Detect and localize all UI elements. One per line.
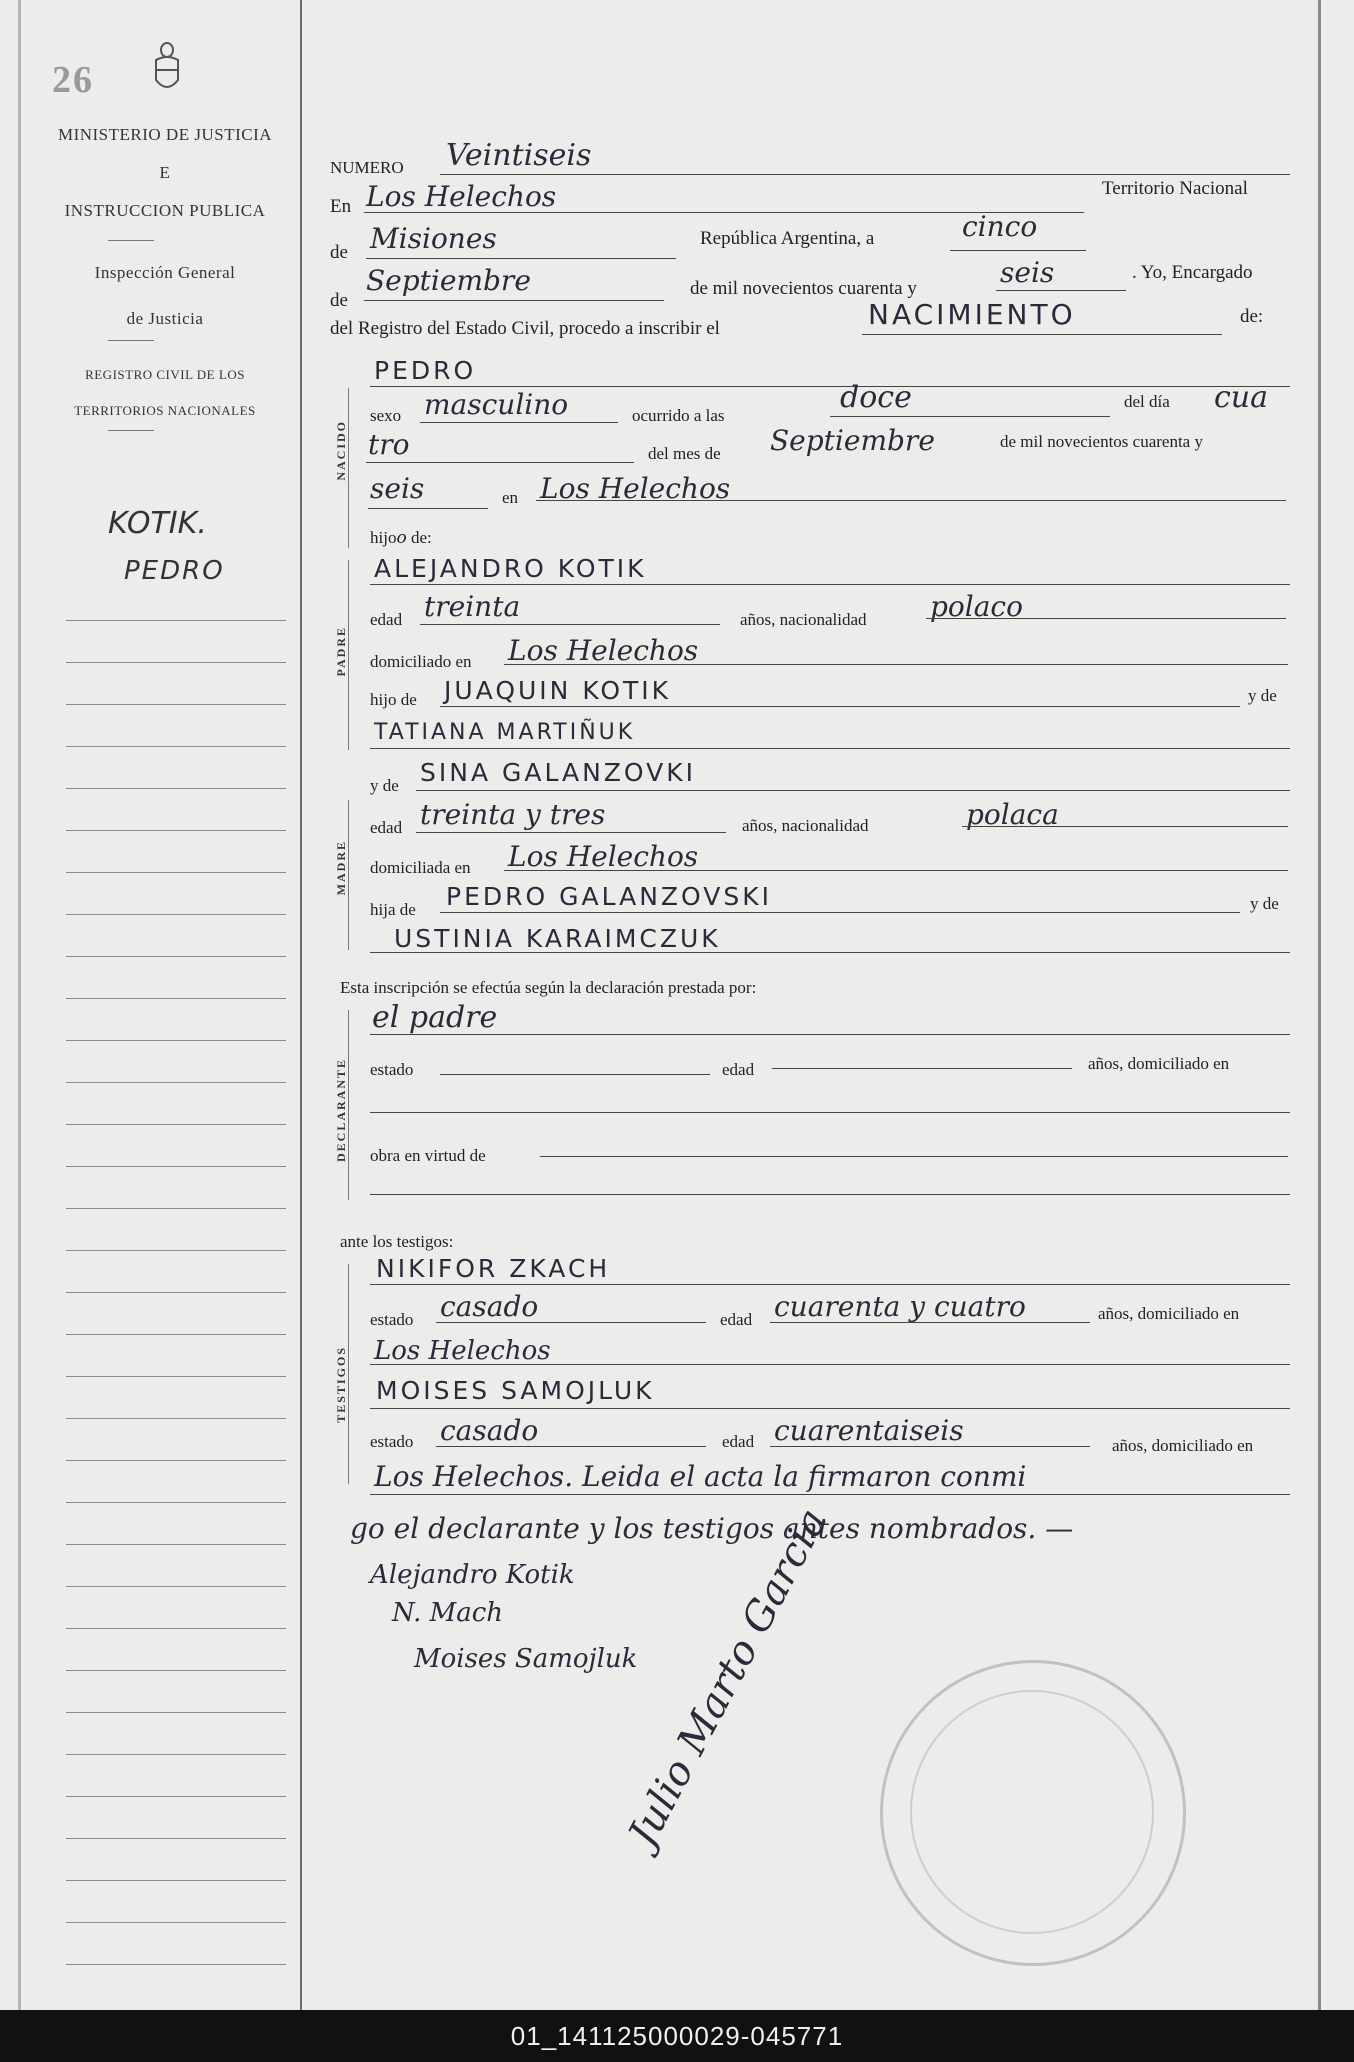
stub-ruled-line <box>66 1040 286 1041</box>
stub-ruled-line <box>66 1670 286 1671</box>
ocurrido-label: ocurrido a las <box>632 406 725 425</box>
stub-ministry-line-2: E <box>159 163 171 182</box>
mother-mother-name: USTINIA KARAIMCZUK <box>394 924 721 953</box>
stub-registry-line-2: TERRITORIOS NACIONALES <box>74 403 256 418</box>
father-y-de-label: y de <box>1248 686 1277 705</box>
stub-ruled-line <box>66 1754 286 1755</box>
stub-ruled-line <box>66 1376 286 1377</box>
stub-ruled-line <box>66 1082 286 1083</box>
sexo-value: masculino <box>424 388 569 421</box>
stub-inspection-line-1: Inspección General <box>94 263 236 282</box>
stub-inspection-line-2: de Justicia <box>126 309 204 328</box>
registration-month-line <box>364 300 664 301</box>
nacido-section-label: NACIDO <box>334 420 348 481</box>
mother-father-name: PEDRO GALANZOVSKI <box>446 882 772 911</box>
testigos-brace <box>348 1264 359 1484</box>
witness-1-domicile-line <box>370 1364 1290 1365</box>
mother-dom-label: domiciliada en <box>370 858 471 877</box>
father-edad-label: edad <box>370 610 403 629</box>
mother-mother-line <box>370 952 1290 953</box>
stub-ruled-line <box>66 872 286 873</box>
declarant-name: el padre <box>372 1000 498 1035</box>
father-dom-label: domiciliado en <box>370 652 472 671</box>
signature-declarant: Alejandro Kotik <box>370 1560 575 1590</box>
stub-ministry-line-3: INSTRUCCION PUBLICA <box>64 201 266 220</box>
de-label: de <box>330 242 348 263</box>
declarant-domicile-line <box>370 1112 1290 1113</box>
declaration-intro: Esta inscripción se efectúa según la declaración prestada por: <box>340 978 757 997</box>
birth-day-line <box>366 462 634 463</box>
mother-y-de-label: y de <box>370 776 399 795</box>
margin-rule <box>300 0 302 2010</box>
witness-2-name: MOISES SAMOJLUK <box>376 1376 655 1405</box>
declarant-obra-line-2 <box>370 1194 1290 1195</box>
document-id-footer: 01_141125000029-045771 <box>0 2010 1354 2062</box>
stub-ruled-line <box>66 704 286 705</box>
witness-2-edad-label: edad <box>722 1432 755 1451</box>
stub-ruled-line <box>66 1124 286 1125</box>
mother-father-line <box>440 912 1240 913</box>
sexo-line <box>420 422 618 423</box>
declarant-edad-label: edad <box>722 1060 755 1079</box>
stub-ruled-line <box>66 1334 286 1335</box>
witness-2-estado-label: estado <box>370 1432 414 1451</box>
padre-brace <box>348 560 359 750</box>
mother-age: treinta y tres <box>420 798 606 831</box>
witness-1-name: NIKIFOR ZKACH <box>376 1254 611 1283</box>
father-nat-label: años, nacionalidad <box>740 610 867 629</box>
stub-ruled-line <box>66 746 286 747</box>
stub-ruled-line <box>66 620 286 621</box>
witness-1-estado-line <box>436 1322 706 1323</box>
stub-ruled-line <box>66 1460 286 1461</box>
stub-ruled-line <box>66 914 286 915</box>
stub-ministry-line-1: MINISTERIO DE JUSTICIA <box>57 125 273 144</box>
registration-year-line <box>996 290 1126 291</box>
witness-1-anos-dom-label: años, domiciliado en <box>1098 1304 1240 1323</box>
stub-surname: KOTIK. <box>108 506 207 541</box>
declarant-name-line <box>370 1034 1290 1035</box>
birth-hour: doce <box>840 380 912 415</box>
stub-ruled-line <box>66 1208 286 1209</box>
mother-name-line <box>416 790 1290 791</box>
stub-ruled-line <box>66 998 286 999</box>
closing-line-1 <box>370 1494 1290 1495</box>
mother-nat-label: años, nacionalidad <box>742 816 869 835</box>
stub-ruled-line <box>66 1964 286 1965</box>
mother-name: SINA GALANZOVKI <box>420 758 697 787</box>
territorio-label: Territorio Nacional <box>1102 178 1248 199</box>
mother-age-line <box>416 832 726 833</box>
hijo-label: hijoo de: <box>370 528 432 548</box>
officer-signature: Julio Marto Garcia <box>619 1501 837 1854</box>
birth-year: seis <box>370 472 425 505</box>
witness-1-age: cuarenta y cuatro <box>774 1290 1026 1323</box>
father-nationality: polaco <box>930 590 1023 623</box>
witness-1-age-line <box>770 1322 1090 1323</box>
del-dia-label: del día <box>1124 392 1170 411</box>
witness-2-name-line <box>370 1408 1290 1409</box>
stub-ruled-line <box>66 1502 286 1503</box>
birth-hour-line <box>830 416 1110 417</box>
father-age: treinta <box>424 590 521 623</box>
birth-year-line <box>368 508 488 509</box>
encargado-label: . Yo, Encargado <box>1132 262 1253 283</box>
father-domicile: Los Helechos <box>508 634 699 667</box>
father-name: ALEJANDRO KOTIK <box>374 554 647 583</box>
father-hijo-de-label: hijo de <box>370 690 417 709</box>
witness-2-domicile-and-closing: Los Helechos. Leida el acta la firmaron conmi <box>374 1460 1027 1493</box>
birth-day-part-2: tro <box>368 428 410 461</box>
declarant-obra-line <box>540 1156 1288 1157</box>
en-label: En <box>330 196 352 217</box>
stub-ruled-line <box>66 1544 286 1545</box>
page-right-edge <box>1318 0 1321 2010</box>
numero-value: Veintiseis <box>446 138 592 173</box>
declarante-section-label: DECLARANTE <box>334 1058 348 1163</box>
mother-domicile: Los Helechos <box>508 840 699 873</box>
stub-ruled-line <box>66 1880 286 1881</box>
territory-value: Misiones <box>370 222 497 255</box>
mother-edad-label: edad <box>370 818 403 837</box>
stub-ruled-line <box>66 1292 286 1293</box>
declarant-estado-label: estado <box>370 1060 414 1079</box>
stub-ruled-line <box>66 1166 286 1167</box>
child-name-line <box>370 386 1290 387</box>
page-left-edge <box>18 0 21 2010</box>
witness-1-estado: casado <box>440 1290 539 1323</box>
stub-page-number: 26 <box>52 59 94 101</box>
territory-line <box>366 258 676 259</box>
stub-divider <box>108 240 154 241</box>
registration-year: seis <box>1000 256 1055 289</box>
numero-line <box>440 174 1290 175</box>
witness-1-domicile: Los Helechos <box>374 1336 551 1366</box>
witness-2-age: cuarentaiseis <box>774 1414 964 1447</box>
father-domicile-line <box>504 664 1288 665</box>
birth-month: Septiembre <box>770 424 935 457</box>
registration-day: cinco <box>962 210 1038 243</box>
stub-divider <box>108 340 154 341</box>
stub-ruled-line <box>66 1712 286 1713</box>
child-name: PEDRO <box>374 356 477 385</box>
signature-witness-1: N. Mach <box>392 1598 504 1628</box>
father-mother-name: TATIANA MARTIÑUK <box>374 720 636 745</box>
birth-place-line <box>536 500 1286 501</box>
birth-place: Los Helechos <box>540 472 731 505</box>
registro-label: del Registro del Estado Civil, procedo a inscribir el <box>330 318 720 339</box>
republica-label: República Argentina, a <box>700 228 875 249</box>
stub-ruled-line <box>66 1838 286 1839</box>
signature-witness-2: Moises Samojluk <box>414 1644 638 1674</box>
stub-ruled-line <box>66 1250 286 1251</box>
official-seal-inner-ring <box>910 1690 1154 1934</box>
witness-2-estado: casado <box>440 1414 539 1447</box>
en-label-2: en <box>502 488 519 507</box>
madre-section-label: MADRE <box>334 840 348 896</box>
witness-2-anos-dom-label: años, domiciliado en <box>1112 1436 1254 1455</box>
witness-1-estado-label: estado <box>370 1310 414 1329</box>
coat-of-arms-icon <box>152 40 182 94</box>
closing-line-2: go el declarante y los testigos antes nombrados. — <box>350 1512 1074 1545</box>
testigos-section-label: TESTIGOS <box>334 1346 348 1423</box>
declarant-estado-line <box>440 1074 710 1075</box>
witness-1-edad-label: edad <box>720 1310 753 1329</box>
mother-y-de-label-2: y de <box>1250 894 1279 913</box>
padre-section-label: PADRE <box>334 626 348 677</box>
stub-ruled-line <box>66 1796 286 1797</box>
declarant-obra-label: obra en virtud de <box>370 1146 486 1165</box>
stub-ruled-line <box>66 1418 286 1419</box>
birth-year-label: de mil novecientos cuarenta y <box>1000 432 1203 451</box>
father-father-name: JUAQUIN KOTIK <box>444 676 672 705</box>
de-label-2: de <box>330 290 348 311</box>
year-label: de mil novecientos cuarenta y <box>690 278 917 299</box>
father-nationality-line <box>926 618 1286 619</box>
witness-2-age-line <box>770 1446 1090 1447</box>
mother-nationality-line <box>962 826 1288 827</box>
act-type-line <box>862 334 1222 335</box>
witness-2-estado-line <box>436 1446 706 1447</box>
witnesses-intro: ante los testigos: <box>340 1232 454 1251</box>
stub-ruled-line <box>66 1628 286 1629</box>
numero-label: NUMERO <box>330 158 404 177</box>
stub-ruled-line <box>66 788 286 789</box>
stub-registry-line-1: REGISTRO CIVIL DE LOS <box>85 367 245 382</box>
witness-1-name-line <box>370 1284 1290 1285</box>
act-type: NACIMIENTO <box>868 298 1076 331</box>
declarant-edad-line <box>772 1068 1072 1069</box>
nacido-brace <box>348 388 359 548</box>
sexo-label: sexo <box>370 406 402 425</box>
father-name-line <box>370 584 1290 585</box>
registration-month: Septiembre <box>366 264 531 297</box>
birth-day-part-1: cua <box>1214 380 1269 415</box>
madre-brace <box>348 800 359 950</box>
stub-given-name: PEDRO <box>124 556 225 586</box>
stub-ruled-line <box>66 830 286 831</box>
mother-domicile-line <box>504 870 1288 871</box>
stub-divider <box>108 430 154 431</box>
registration-day-line <box>950 250 1086 251</box>
de-colon-label: de: <box>1240 306 1264 327</box>
father-father-line <box>440 706 1240 707</box>
stub-ruled-line <box>66 1922 286 1923</box>
stub-ruled-line <box>66 1586 286 1587</box>
mother-nationality: polaca <box>966 798 1059 831</box>
father-mother-line <box>370 748 1290 749</box>
place-value: Los Helechos <box>366 180 557 213</box>
father-age-line <box>420 624 720 625</box>
mother-hija-de-label: hija de <box>370 900 416 919</box>
declarant-anos-dom-label: años, domiciliado en <box>1088 1054 1230 1073</box>
del-mes-label: del mes de <box>648 444 721 463</box>
stub-ruled-line <box>66 956 286 957</box>
declarante-brace <box>348 1010 359 1200</box>
stub-ruled-line <box>66 662 286 663</box>
